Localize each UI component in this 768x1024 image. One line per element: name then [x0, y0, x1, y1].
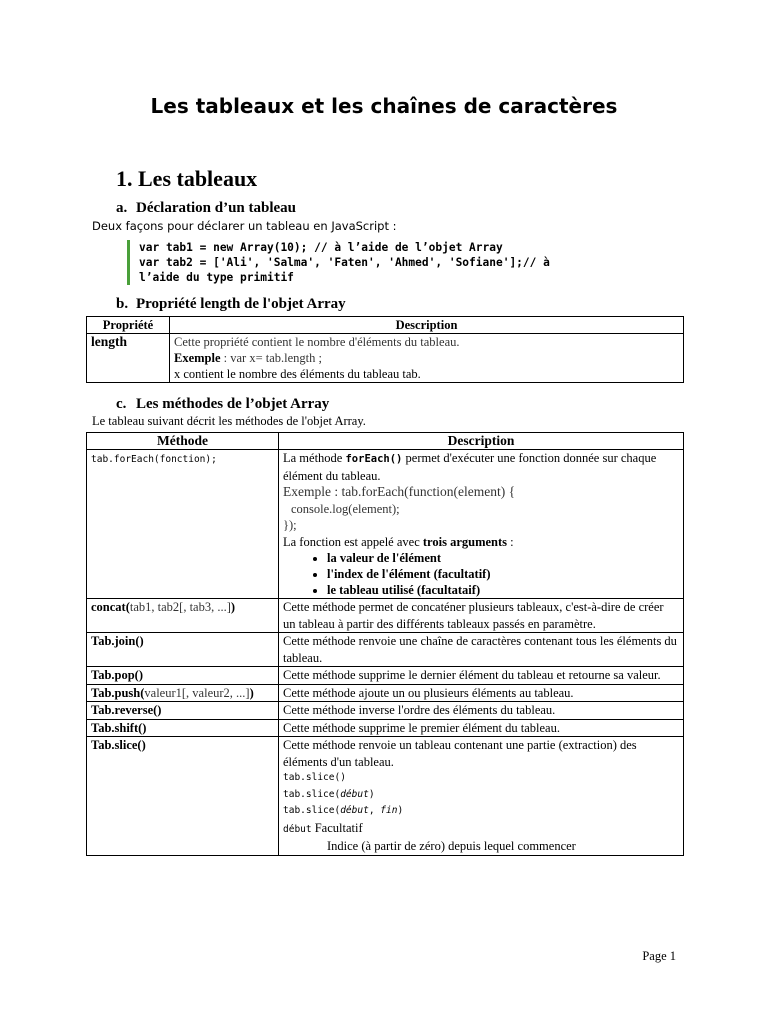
description-line: Cette propriété contient le nombre d'éléments du tableau.: [174, 335, 460, 349]
example-code: : var x= tab.length ;: [220, 351, 323, 365]
method-label: Tab.pop(): [91, 668, 143, 682]
parameter-line: [283, 820, 679, 839]
column-header: Description: [279, 433, 684, 450]
subsection-letter: c.: [116, 396, 127, 412]
subsection-letter: b.: [116, 296, 129, 312]
method-args: tab1, tab2[, tab3, ...]: [129, 600, 231, 614]
page-title: Les tableaux et les chaînes de caractères: [150, 94, 618, 118]
length-table: [86, 316, 684, 383]
method-description: Cette méthode ajoute un ou plusieurs éléments au tableau.: [279, 684, 684, 702]
method-name: [87, 667, 279, 685]
parameter-name: début: [283, 823, 312, 835]
table-header-row: [87, 317, 684, 334]
list-item: • la valeur de l'élément: [327, 550, 679, 566]
example-line: [174, 350, 679, 366]
method-signature: tab.forEach(fonction);: [91, 454, 217, 465]
subsection-title: Propriété length de l'objet Array: [136, 296, 346, 312]
syntax-arg: début: [340, 788, 369, 800]
code-line: var tab1 = new Array(10); // à l’aide de l’objet Array: [139, 241, 503, 254]
description-text: Cette méthode renvoie un tableau contenant une partie (extraction) des éléments d'un tableau.: [283, 738, 637, 769]
column-header: Méthode: [87, 433, 279, 450]
example-line: console.log(element);: [291, 501, 400, 516]
description-line: x contient le nombre des éléments du tableau tab.: [174, 367, 421, 381]
property-name: length: [87, 334, 170, 383]
method-label: Tab.join(): [91, 634, 144, 648]
method-label: Tab.push(: [91, 685, 145, 700]
method-description: Cette méthode renvoie une chaîne de caractères contenant tous les éléments du tableau.: [279, 633, 684, 667]
methods-table: [86, 432, 684, 856]
parameter-description: Indice (à partir de zéro) depuis lequel commencer: [327, 839, 576, 853]
table-row: [87, 450, 684, 599]
table-row: [87, 334, 684, 383]
syntax-line: [283, 787, 679, 804]
method-description: Cette méthode supprime le premier élément du tableau.: [279, 719, 684, 737]
subsection-title: Les méthodes de l’objet Array: [136, 396, 330, 412]
code-line: var tab2 = ['Ali', 'Salma', 'Faten', 'Ahmed', 'Sofiane'];// à: [139, 256, 550, 269]
example-line: Exemple : tab.forEach(function(element) {: [283, 484, 516, 499]
table-row: [87, 633, 684, 667]
syntax-text: tab.slice(: [283, 788, 341, 800]
arguments-line: [283, 534, 679, 551]
intro-text: Le tableau suivant décrit les méthodes de l'objet Array.: [92, 414, 366, 428]
method-label: ): [249, 685, 254, 700]
table-row: [87, 667, 684, 685]
subsection-title: Déclaration d’un tableau: [136, 200, 297, 216]
syntax-text: ): [368, 788, 375, 800]
method-description: [279, 737, 684, 856]
syntax-text: ,: [368, 805, 381, 816]
description-text: permet d'exécuter une fonction donnée sur chaque élément du tableau.: [283, 451, 657, 483]
syntax-arg: fin: [380, 805, 398, 816]
description-text: La méthode: [283, 451, 346, 465]
column-header: Description: [170, 317, 684, 334]
list-item: • le tableau utilisé (facultataif): [327, 582, 679, 598]
subsection-heading-a: [116, 200, 296, 217]
syntax-text: tab.slice(: [283, 805, 341, 816]
method-description: Cette méthode inverse l'ordre des éléments du tableau.: [279, 702, 684, 720]
syntax-text: ): [397, 805, 404, 816]
page-number: Page 1: [642, 949, 676, 963]
method-name: [87, 719, 279, 737]
method-name: [87, 450, 279, 599]
code-line: l’aide du type primitif: [139, 271, 294, 284]
table-row: [87, 702, 684, 720]
method-label: Tab.reverse(): [91, 703, 162, 717]
method-args: valeur1[, valeur2, ...]: [144, 685, 250, 700]
list-item: • l'index de l'élément (facultatif): [327, 566, 679, 582]
method-label: Tab.shift(): [91, 720, 147, 735]
method-description: Cette méthode supprime le dernier élément du tableau et retourne sa valeur.: [279, 667, 684, 685]
method-name: [87, 737, 279, 856]
column-header: Propriété: [87, 317, 170, 334]
inline-code: forEach(): [345, 453, 403, 465]
method-label: concat(: [91, 600, 130, 614]
example-line: });: [283, 518, 297, 532]
section-heading: 1. Les tableaux: [116, 166, 258, 191]
method-name: [87, 633, 279, 667]
bold-text: trois arguments: [422, 534, 508, 549]
intro-text: Deux façons pour déclarer un tableau en JavaScript :: [92, 219, 397, 233]
arguments-list: [283, 550, 679, 598]
table-row: [87, 719, 684, 737]
code-block: [127, 240, 699, 285]
method-description: Cette méthode permet de concaténer plusieurs tableaux, c'est-à-dire de créer un tableau à partir des différents tableaux passés en paramètre.: [279, 599, 684, 633]
method-label: ): [230, 600, 236, 614]
description-text: La fonction est appelé avec: [283, 534, 423, 549]
description-line: [283, 450, 679, 484]
parameter-note: Facultatif: [311, 820, 363, 835]
method-name: [87, 599, 279, 633]
method-name: [87, 702, 279, 720]
syntax-arg: début: [340, 805, 369, 816]
description-text: :: [507, 534, 514, 549]
table-row: [87, 737, 684, 856]
property-description: [170, 334, 684, 383]
example-label: Exemple: [174, 351, 221, 365]
method-description: [279, 450, 684, 599]
subsection-heading-b: [116, 296, 346, 313]
table-row: [87, 684, 684, 702]
subsection-heading-c: [116, 396, 329, 413]
table-header-row: [87, 433, 684, 450]
method-name: [87, 684, 279, 702]
syntax-line: [283, 803, 679, 820]
syntax-line: tab.slice(): [283, 772, 346, 783]
method-label: Tab.slice(): [91, 738, 146, 752]
subsection-letter: a.: [116, 200, 128, 216]
table-row: [87, 599, 684, 633]
